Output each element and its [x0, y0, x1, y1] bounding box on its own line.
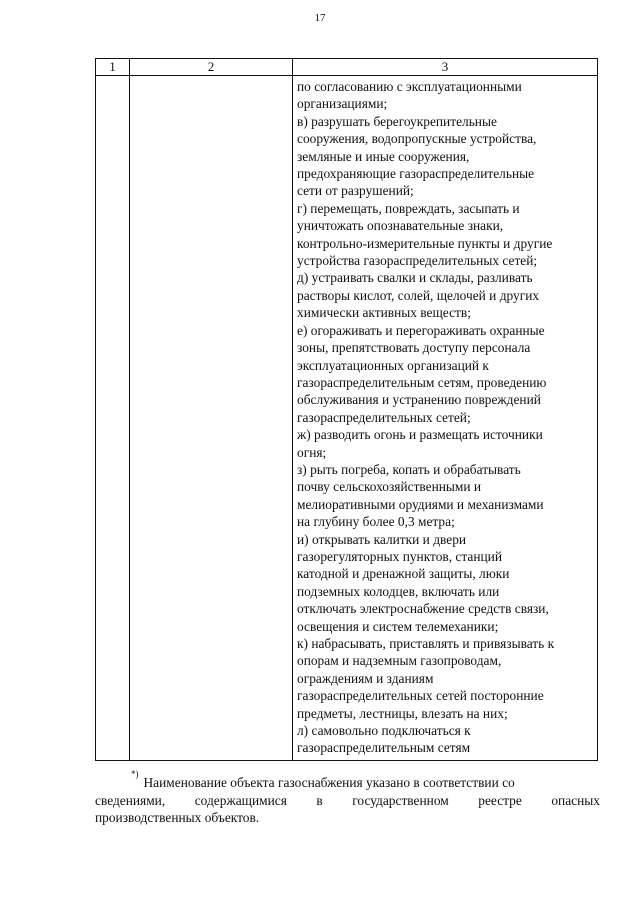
text-line: опорам и надземным газопроводам,	[297, 653, 502, 669]
regulation-table	[95, 58, 598, 761]
text-line: е) огораживать и перегораживать охранные	[297, 322, 545, 338]
footnote-word: опасных	[551, 792, 600, 808]
footnote	[95, 769, 600, 827]
text-line: химически активных веществ;	[297, 305, 471, 321]
column-header-2: 2	[130, 59, 293, 76]
text-line: зоны, препятствовать доступу персонала	[297, 340, 531, 356]
table-cell-col2	[130, 76, 293, 761]
text-line: уничтожать опознавательные знаки,	[297, 218, 504, 234]
table-header-row	[96, 59, 598, 76]
text-line: мелиоративными орудиями и механизмами	[297, 496, 544, 512]
text-line: сооружения, водопропускные устройства,	[297, 131, 537, 147]
table-cell-col3	[293, 76, 598, 761]
column-header-1: 1	[96, 59, 130, 76]
footnote-word: государственном	[352, 792, 449, 808]
text-line: д) устраивать свалки и склады, разливать	[297, 270, 533, 286]
prohibitions-text	[293, 76, 597, 757]
footnote-word: сведениями,	[95, 792, 166, 808]
text-line: ж) разводить огонь и размещать источники	[297, 427, 543, 443]
text-line: з) рыть погреба, копать и обрабатывать	[297, 461, 521, 477]
text-line: отключать электроснабжение средств связи,	[297, 601, 549, 617]
footnote-line-2	[95, 792, 600, 810]
text-line: сети от разрушений;	[297, 183, 414, 199]
text-line: организациями;	[297, 96, 388, 112]
text-line: в) разрушать берегоукрепительные	[297, 113, 497, 129]
text-line: газораспределительных сетей;	[297, 409, 471, 425]
text-line: предметы, лестницы, влезать на них;	[297, 705, 508, 721]
text-line: земляные и иные сооружения,	[297, 148, 470, 164]
text-line: контрольно-измерительные пункты и другие	[297, 235, 553, 251]
footnote-line-3	[95, 809, 600, 827]
text-line: предохраняющие газораспределительные	[297, 166, 535, 182]
footnote-marker: *)	[131, 769, 139, 779]
text-line: устройства газораспределительных сетей;	[297, 253, 538, 269]
text-line: л) самовольно подключаться к	[297, 723, 471, 739]
text-line: ограждениям и зданиям	[297, 670, 434, 686]
page-number: 17	[314, 12, 326, 24]
text-line: и) открывать калитки и двери	[297, 531, 467, 547]
text-line: огня;	[297, 444, 327, 460]
text-line: обслуживания и устранению повреждений	[297, 392, 541, 408]
text-line: катодной и дренажной защиты, люки	[297, 566, 510, 582]
footnote-text-3: производственных объектов.	[95, 810, 260, 826]
text-line: газорегуляторных пунктов, станций	[297, 548, 503, 564]
footnote-word: в	[316, 792, 323, 808]
text-line: газораспределительным сетям	[297, 740, 471, 756]
text-line: на глубину более 0,3 метра;	[297, 514, 455, 530]
text-line: по согласованию с эксплуатационными	[297, 79, 522, 94]
text-line: газораспределительных сетей посторонние	[297, 688, 544, 704]
text-line: к) набрасывать, приставлять и привязывать к	[297, 636, 555, 651]
text-line: почву сельскохозяйственными и	[297, 479, 482, 495]
footnote-line-1	[95, 769, 600, 792]
table-row	[96, 76, 598, 761]
text-line: освещения и систем телемеханики;	[297, 618, 499, 634]
text-line: эксплуатационных организаций к	[297, 357, 489, 373]
text-line: газораспределительным сетям, проведению	[297, 374, 547, 390]
table-cell-col1	[96, 76, 130, 761]
footnote-text-1: Наименование объекта газоснабжения указано в соответствии со	[143, 775, 515, 790]
column-header-3: 3	[293, 59, 598, 76]
footnote-word: содержащимися	[194, 792, 287, 808]
footnote-word: реестре	[478, 792, 522, 808]
text-line: г) перемещать, повреждать, засыпать и	[297, 200, 520, 216]
text-line: растворы кислот, солей, щелочей и других	[297, 287, 540, 303]
text-line: подземных колодцев, включать или	[297, 583, 500, 599]
